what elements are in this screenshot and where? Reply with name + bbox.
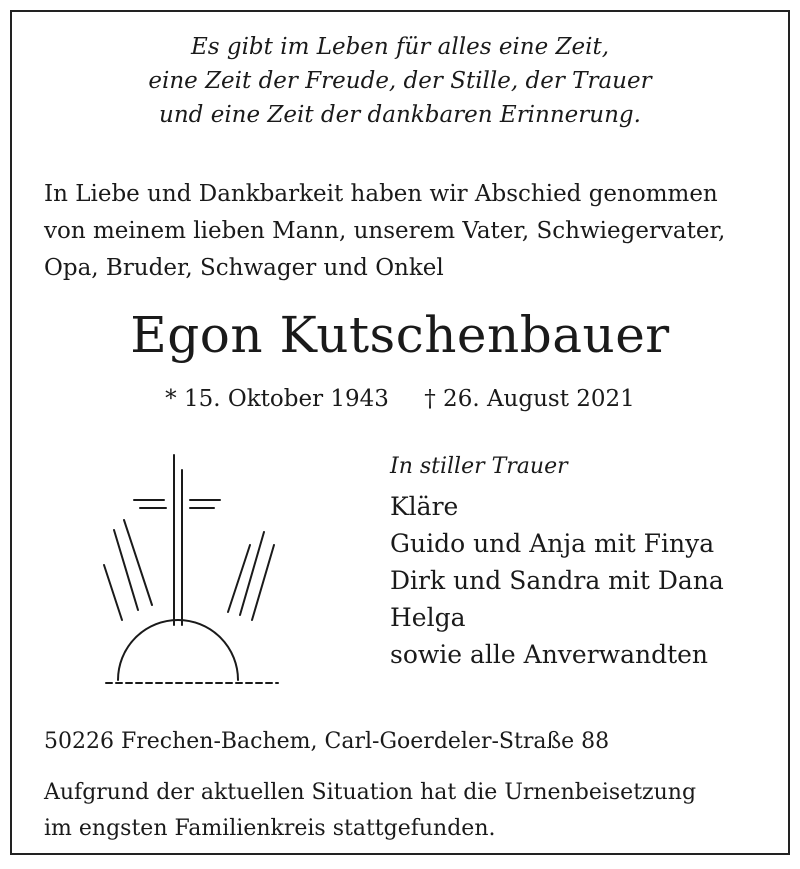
- burial-note: [44, 775, 696, 847]
- quote-block: [0, 30, 800, 132]
- mourner-item: Helga: [390, 603, 466, 632]
- mourning-heading: In stiller Trauer: [390, 454, 568, 479]
- ray-left-2: [114, 530, 138, 610]
- ray-right-3: [252, 545, 274, 620]
- cross-sunrise-icon: [92, 450, 292, 695]
- intro-line-2: von meinem lieben Mann, unserem Vater, Schwiegervater,: [44, 218, 726, 244]
- mourner-item: sowie alle Anverwandten: [390, 640, 709, 669]
- deceased-name: Egon Kutschenbauer: [130, 306, 670, 364]
- mourner-item: Kläre: [390, 492, 459, 521]
- intro-line-1: In Liebe und Dankbarkeit haben wir Abschied genommen: [44, 181, 718, 207]
- sun-arc: [118, 620, 238, 680]
- ray-right-1: [228, 545, 250, 612]
- quote-line-3: und eine Zeit der dankbaren Erinnerung.: [159, 102, 641, 128]
- death-date: † 26. August 2021: [424, 386, 635, 412]
- ray-right-2: [240, 532, 264, 615]
- intro-text: [44, 176, 725, 287]
- mourners-list: [390, 488, 724, 673]
- ray-left-3: [104, 565, 122, 620]
- note-line-2: im engsten Familienkreis stattgefunden.: [44, 816, 496, 841]
- note-line-1: Aufgrund der aktuellen Situation hat die Urnenbeisetzung: [44, 780, 697, 805]
- quote-line-2: eine Zeit der Freude, der Stille, der Trauer: [148, 68, 652, 94]
- ray-left-1: [124, 520, 152, 605]
- life-dates: [0, 382, 800, 416]
- mourner-item: Guido und Anja mit Finya: [390, 529, 715, 558]
- intro-line-3: Opa, Bruder, Schwager und Onkel: [44, 255, 444, 281]
- mourner-item: Dirk und Sandra mit Dana: [390, 566, 724, 595]
- birth-date: * 15. Oktober 1943: [165, 386, 389, 412]
- address: 50226 Frechen-Bachem, Carl-Goerdeler-Straße 88: [44, 729, 610, 754]
- quote-line-1: Es gibt im Leben für alles eine Zeit,: [190, 34, 610, 60]
